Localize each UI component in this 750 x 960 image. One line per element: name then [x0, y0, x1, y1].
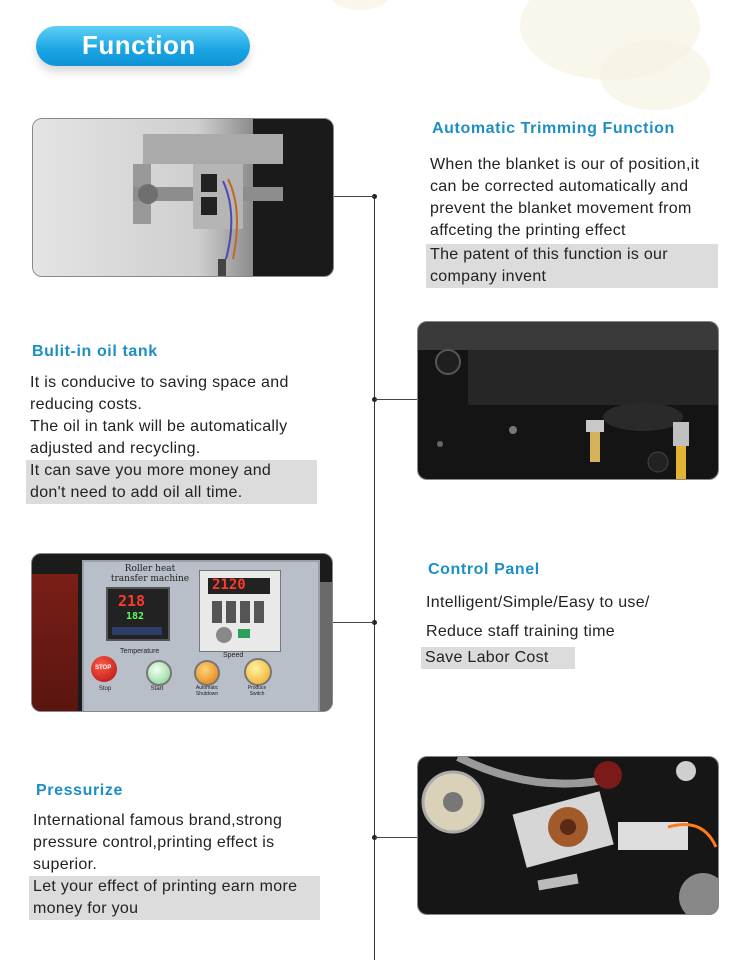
auto-shutdown-button: [194, 660, 220, 686]
description-line: superior.: [33, 856, 98, 873]
speed-display: 2120: [212, 577, 246, 593]
button-label: Produce Switch: [247, 685, 267, 697]
description-line: The oil in tank will be automatically: [30, 418, 288, 435]
temperature-set-display: 182: [126, 611, 145, 622]
description-line: When the blanket is our of position,it: [430, 156, 700, 173]
description-line: International famous brand,strong: [33, 812, 283, 829]
timeline-connector: [332, 622, 374, 623]
feature-title: Bulit-in oil tank: [32, 343, 158, 360]
highlight-line: Save Labor Cost: [425, 649, 549, 666]
speed-controller: [199, 570, 281, 652]
pressure-mechanism-image: [418, 757, 718, 914]
start-button: [146, 660, 172, 686]
function-header: [36, 26, 250, 66]
control-panel-photo: [31, 553, 333, 712]
feature-highlight: [421, 647, 575, 669]
highlight-line: don't need to add oil all time.: [30, 484, 243, 501]
feature-title: Control Panel: [428, 561, 540, 578]
temperature-controller: [106, 587, 170, 641]
feature-description: [426, 588, 650, 646]
feature-highlight: [29, 876, 320, 920]
highlight-line: Let your effect of printing earn more: [33, 878, 298, 895]
feature-highlight: [426, 244, 718, 288]
description-line: affceting the printing effect: [430, 222, 626, 239]
timeline-connector: [375, 837, 417, 838]
trimming-photo: [32, 118, 334, 277]
panel-heading: [102, 564, 198, 584]
timeline-line: [374, 196, 375, 960]
timeline-connector: [332, 196, 374, 197]
description-line: Reduce staff training time: [426, 623, 615, 640]
highlight-line: The patent of this function is our: [430, 246, 668, 263]
feature-description: [33, 810, 282, 876]
feature-title: Pressurize: [36, 782, 123, 799]
description-line: It is conducive to saving space and: [30, 374, 289, 391]
pressurize-photo: [417, 756, 719, 915]
oil-tank-photo: [417, 321, 719, 480]
speed-run-key: [238, 629, 250, 638]
feature-highlight: [26, 460, 317, 504]
temperature-display: 218: [118, 592, 146, 610]
description-line: prevent the blanket movement from: [430, 200, 692, 217]
speed-knob: [216, 627, 232, 643]
trimming-mechanism-image: [33, 119, 333, 276]
machine-side-frame: [32, 574, 78, 711]
speed-label: Speed: [223, 652, 244, 659]
highlight-line: company invent: [430, 268, 547, 285]
stop-badge: STOP: [95, 665, 112, 671]
panel-heading-line: Roller heat: [124, 564, 176, 574]
panel-heading-line: transfer machine: [110, 574, 190, 584]
feature-title: Automatic Trimming Function: [432, 120, 675, 137]
background-decoration: [330, 0, 390, 10]
timeline-connector: [375, 399, 417, 400]
page-title: Function: [82, 30, 196, 60]
background-decoration: [600, 40, 710, 110]
feature-description: [430, 154, 699, 242]
description-line: adjusted and recycling.: [30, 440, 201, 457]
highlight-line: It can save you more money and: [30, 462, 272, 479]
button-label: Automatic Shutdown: [195, 685, 219, 697]
produce-switch-button: [244, 658, 272, 686]
description-line: pressure control,printing effect is: [33, 834, 275, 851]
oil-tank-image: [418, 322, 718, 479]
feature-description: [30, 372, 289, 460]
highlight-line: money for you: [33, 900, 139, 917]
description-line: Intelligent/Simple/Easy to use/: [426, 594, 650, 611]
button-label: Start: [150, 686, 164, 692]
machine-side-frame: [320, 582, 332, 711]
description-line: reducing costs.: [30, 396, 143, 413]
description-line: can be corrected automatically and: [430, 178, 689, 195]
temperature-label: Temperature: [120, 648, 160, 655]
button-label: Stop: [98, 686, 112, 692]
controller-keys: [112, 627, 162, 635]
speed-keypad: [212, 601, 268, 623]
